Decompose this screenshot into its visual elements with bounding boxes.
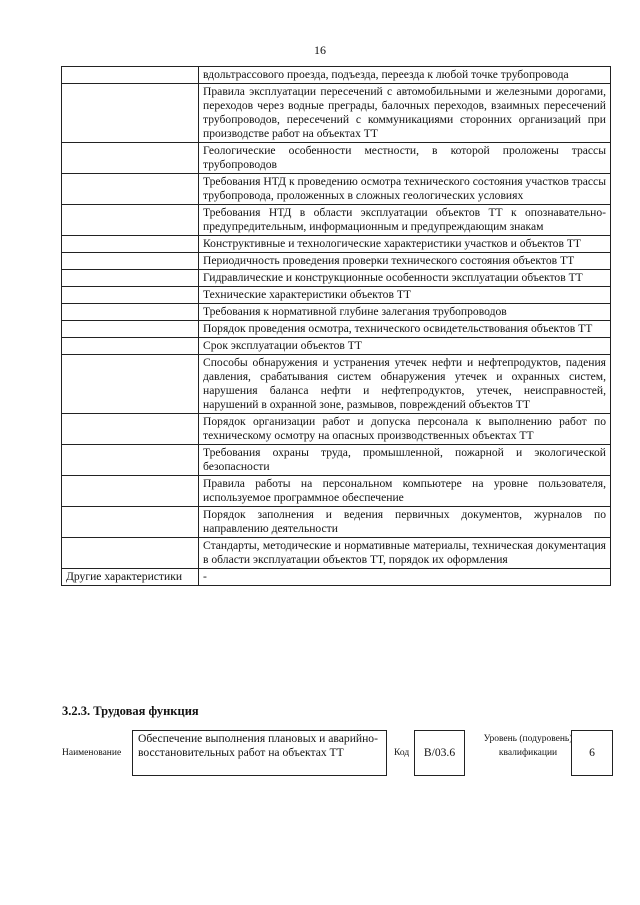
name-value-box: Обеспечение выполнения плановых и аварийно-восстановительных работ на объектах ТТ xyxy=(132,730,387,776)
table-row xyxy=(62,287,611,304)
table-row xyxy=(62,67,611,84)
requirement-cell: Порядок проведения осмотра, технического освидетельствования объектов ТТ xyxy=(199,321,611,338)
table-row xyxy=(62,321,611,338)
left-cell xyxy=(62,476,199,507)
table-row xyxy=(62,414,611,445)
other-characteristics-label: Другие характеристики xyxy=(62,569,199,586)
table-row xyxy=(62,143,611,174)
table-row xyxy=(62,355,611,414)
left-cell xyxy=(62,270,199,287)
left-cell xyxy=(62,287,199,304)
table-row xyxy=(62,253,611,270)
requirement-cell: Порядок организации работ и допуска персонала к выполнению работ по техническому осмотру на опасных производственных объектах ТТ xyxy=(199,414,611,445)
labor-function-header xyxy=(62,730,612,780)
requirement-cell: Правила работы на персональном компьютере на уровне пользователя, используемое программное обеспечение xyxy=(199,476,611,507)
section-title: 3.2.3. Трудовая функция xyxy=(62,704,199,718)
left-cell xyxy=(62,507,199,538)
table-row xyxy=(62,507,611,538)
requirement-cell: Требования к нормативной глубине залегания трубопроводов xyxy=(199,304,611,321)
table-row xyxy=(62,205,611,236)
left-cell xyxy=(62,538,199,569)
left-cell xyxy=(62,143,199,174)
left-cell xyxy=(62,253,199,270)
requirement-cell: Способы обнаружения и устранения утечек нефти и нефтепродуктов, падения давления, срабатывания систем обнаружения утечек и охранных систем, нарушения баланса нефти и нефтепродуктов, утечек, неисправностей, нарушений в охранной зоне, размывов, повреждений объектов ТТ xyxy=(199,355,611,414)
level-value-box: 6 xyxy=(571,730,613,776)
knowledge-table xyxy=(61,66,611,586)
left-cell xyxy=(62,304,199,321)
table-row xyxy=(62,538,611,569)
left-cell xyxy=(62,355,199,414)
table-row xyxy=(62,338,611,355)
requirement-cell: Правила эксплуатации пересечений с автомобильными и железными дорогами, переходов через водные преграды, балочных переходов, взаимных пересечений трубопроводов, пересечений с коммуникациями сторонних организаций при производстве работ на объектах ТТ xyxy=(199,84,611,143)
left-cell xyxy=(62,84,199,143)
requirement-cell: Порядок заполнения и ведения первичных документов, журналов по направлению деятельности xyxy=(199,507,611,538)
requirement-cell: Гидравлические и конструкционные особенности эксплуатации объектов ТТ xyxy=(199,270,611,287)
other-characteristics-row xyxy=(62,569,611,586)
left-cell xyxy=(62,67,199,84)
code-value-box: В/03.6 xyxy=(414,730,465,776)
table-row xyxy=(62,476,611,507)
table-row xyxy=(62,270,611,287)
requirement-cell: вдольтрассового проезда, подъезда, переезда к любой точке трубопровода xyxy=(199,67,611,84)
table-row xyxy=(62,445,611,476)
requirement-cell: Требования НТД к проведению осмотра технического состояния участков трассы трубопровода, проложенных в сложных геологических условиях xyxy=(199,174,611,205)
requirement-cell: Периодичность проведения проверки технического состояния объектов ТТ xyxy=(199,253,611,270)
left-cell xyxy=(62,414,199,445)
other-characteristics-value: - xyxy=(199,569,611,586)
left-cell xyxy=(62,174,199,205)
level-label: Уровень (подуровень) квалификации xyxy=(483,734,573,758)
left-cell xyxy=(62,445,199,476)
table-row xyxy=(62,236,611,253)
requirement-cell: Технические характеристики объектов ТТ xyxy=(199,287,611,304)
code-label: Код xyxy=(394,748,410,758)
page-number: 16 xyxy=(314,43,326,57)
left-cell xyxy=(62,321,199,338)
table-row xyxy=(62,84,611,143)
requirement-cell: Требования НТД в области эксплуатации объектов ТТ к опознавательно-предупредительным, информационным и предупреждающим знакам xyxy=(199,205,611,236)
requirement-cell: Требования охраны труда, промышленной, пожарной и экологической безопасности xyxy=(199,445,611,476)
requirement-cell: Конструктивные и технологические характеристики участков и объектов ТТ xyxy=(199,236,611,253)
left-cell xyxy=(62,338,199,355)
requirement-cell: Срок эксплуатации объектов ТТ xyxy=(199,338,611,355)
name-label: Наименование xyxy=(62,748,122,758)
table-row xyxy=(62,174,611,205)
left-cell xyxy=(62,205,199,236)
table-row xyxy=(62,304,611,321)
left-cell xyxy=(62,236,199,253)
requirement-cell: Стандарты, методические и нормативные материалы, техническая документация в области эксплуатации объектов ТТ, порядок их оформления xyxy=(199,538,611,569)
requirement-cell: Геологические особенности местности, в которой проложены трассы трубопроводов xyxy=(199,143,611,174)
